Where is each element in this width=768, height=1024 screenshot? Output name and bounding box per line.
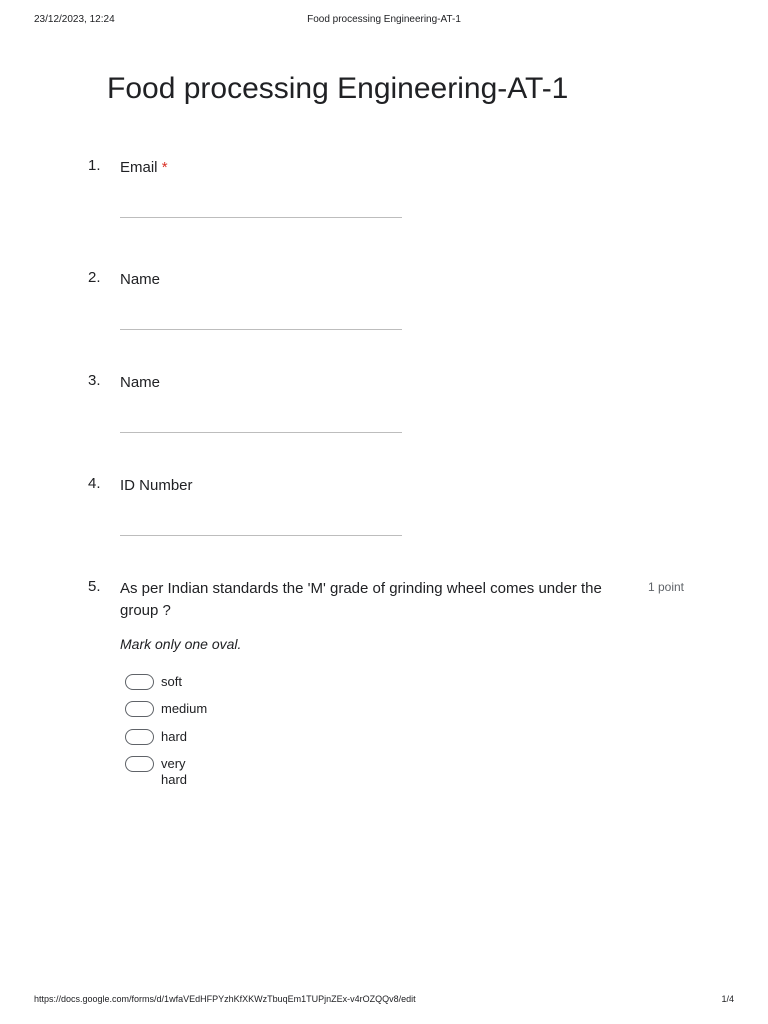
radio-oval[interactable] [125, 674, 154, 690]
question-label: Name [120, 374, 161, 391]
question-label: ID Number [120, 477, 193, 494]
option-label: soft [161, 674, 182, 689]
radio-oval[interactable] [125, 701, 154, 717]
print-doc-title: Food processing Engineering-AT-1 [307, 14, 461, 25]
form-title: Food processing Engineering-AT-1 [107, 72, 569, 105]
name-answer-field-2[interactable] [120, 432, 402, 433]
question-number: 3. [88, 372, 101, 389]
option-label: hard [161, 728, 188, 744]
page-number: 1/4 [721, 994, 734, 1004]
question-number: 5. [88, 578, 101, 595]
question-label: As per Indian standards the 'M' grade of grinding wheel comes under the group ? [120, 580, 602, 619]
id-number-answer-field[interactable] [120, 535, 402, 536]
print-footer [34, 994, 734, 1008]
question-number: 4. [88, 475, 101, 492]
option-label: medium [161, 701, 208, 717]
print-header [34, 14, 734, 30]
question-label: Name [120, 271, 161, 288]
option-label: very hard [161, 755, 188, 787]
question-grinding-wheel [88, 578, 684, 787]
question-instruction: Mark only one oval. [120, 636, 242, 652]
radio-oval[interactable] [125, 756, 154, 772]
points-label: 1 point [647, 580, 684, 594]
question-label: Email * [120, 159, 168, 176]
print-url: https://docs.google.com/forms/d/1wfaVEdHFPYzhKfXKWzTbuqEm1TUPjnZEx-v4rOZQQv8/edit [34, 994, 416, 1004]
question-number: 2. [88, 269, 101, 286]
required-marker: * [161, 159, 168, 176]
name-answer-field[interactable] [120, 329, 402, 330]
question-number: 1. [88, 157, 101, 174]
print-datetime: 23/12/2023, 12:24 [34, 14, 115, 25]
email-answer-field[interactable] [120, 217, 402, 218]
radio-oval[interactable] [125, 729, 154, 745]
